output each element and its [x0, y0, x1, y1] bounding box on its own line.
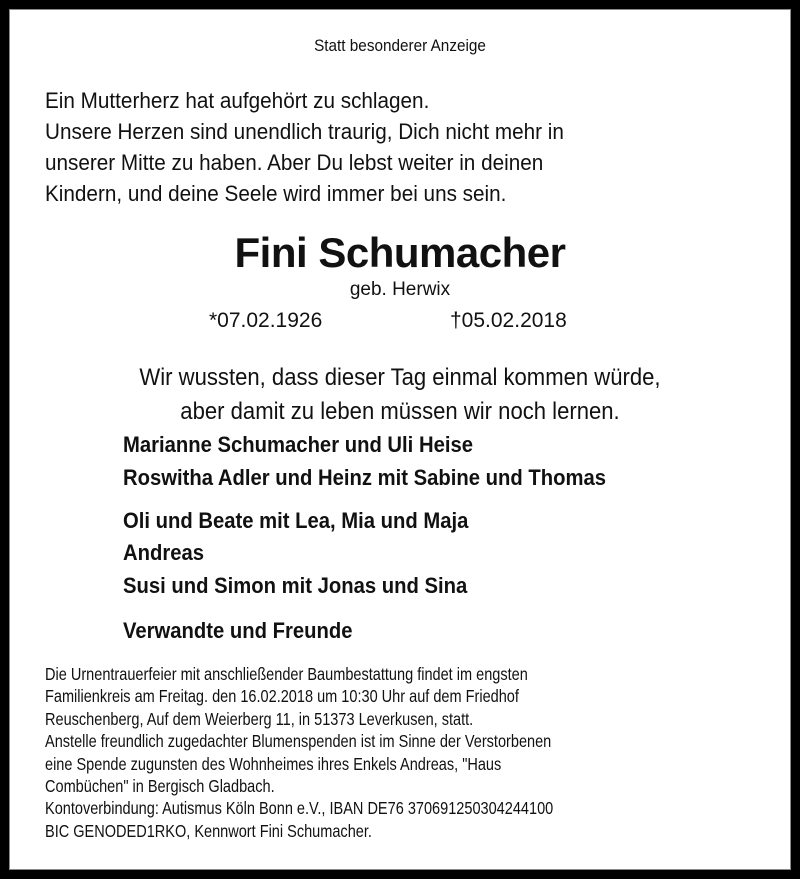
- quote-line: aber damit zu leben müssen wir noch lernen.: [180, 398, 620, 425]
- footer-line: Die Urnentrauerfeier mit anschließender Baumbestattung findet im engsten: [45, 664, 528, 684]
- quote: [9, 361, 791, 429]
- intro-paragraph: [45, 85, 609, 209]
- footer-line: Kontoverbindung: Autismus Köln Bonn e.V., IBAN DE76 370691250304244100: [45, 798, 554, 819]
- intro-line: Unsere Herzen sind unendlich traurig, Dich nicht mehr in: [45, 119, 564, 144]
- footer-line: BIC GENODED1RKO, Kennwort Fini Schumacher.: [45, 820, 372, 841]
- quote-line: Wir wussten, dass dieser Tag einmal kommen würde,: [139, 364, 661, 391]
- mourner-line: Verwandte und Freunde: [123, 618, 353, 643]
- notice-header: Statt besonderer Anzeige: [314, 36, 486, 55]
- maiden-name: geb. Herwix: [349, 279, 451, 300]
- footer-line: Reuschenberg, Auf dem Weierberg 11, in 51373 Leverkusen, statt.: [45, 708, 474, 729]
- mourner-line: Oli und Beate mit Lea, Mia und Maja: [123, 508, 469, 533]
- death-date: †05.02.2018: [450, 309, 567, 332]
- ceremony-details: [45, 663, 657, 842]
- intro-line: Ein Mutterherz hat aufgehört zu schlagen.: [45, 88, 430, 113]
- mourner-line: Roswitha Adler und Heinz mit Sabine und Thomas: [123, 465, 607, 490]
- footer-line: eine Spende zugunsten des Wohnheimes ihres Enkels Andreas, "Haus: [45, 753, 502, 774]
- mourner-line: Marianne Schumacher und Uli Heise: [123, 432, 473, 457]
- deceased-name: Fini Schumacher: [234, 229, 566, 276]
- footer-line: Familienkreis am Freitag. den 16.02.2018 um 10:30 Uhr auf dem Friedhof: [45, 686, 519, 707]
- mourner-line: Susi und Simon mit Jonas und Sina: [123, 573, 468, 598]
- obituary-notice: [9, 9, 791, 870]
- mourner-line: Andreas: [123, 540, 205, 565]
- footer-line: Combüchen" in Bergisch Gladbach.: [45, 776, 275, 797]
- intro-line: Kindern, und deine Seele wird immer bei uns sein.: [45, 181, 507, 206]
- intro-line: unserer Mitte zu haben. Aber Du lebst weiter in deinen: [45, 150, 544, 175]
- footer-line: Anstelle freundlich zugedachter Blumenspenden ist im Sinne der Verstorbenen: [45, 731, 552, 752]
- birth-date: *07.02.1926: [209, 309, 323, 332]
